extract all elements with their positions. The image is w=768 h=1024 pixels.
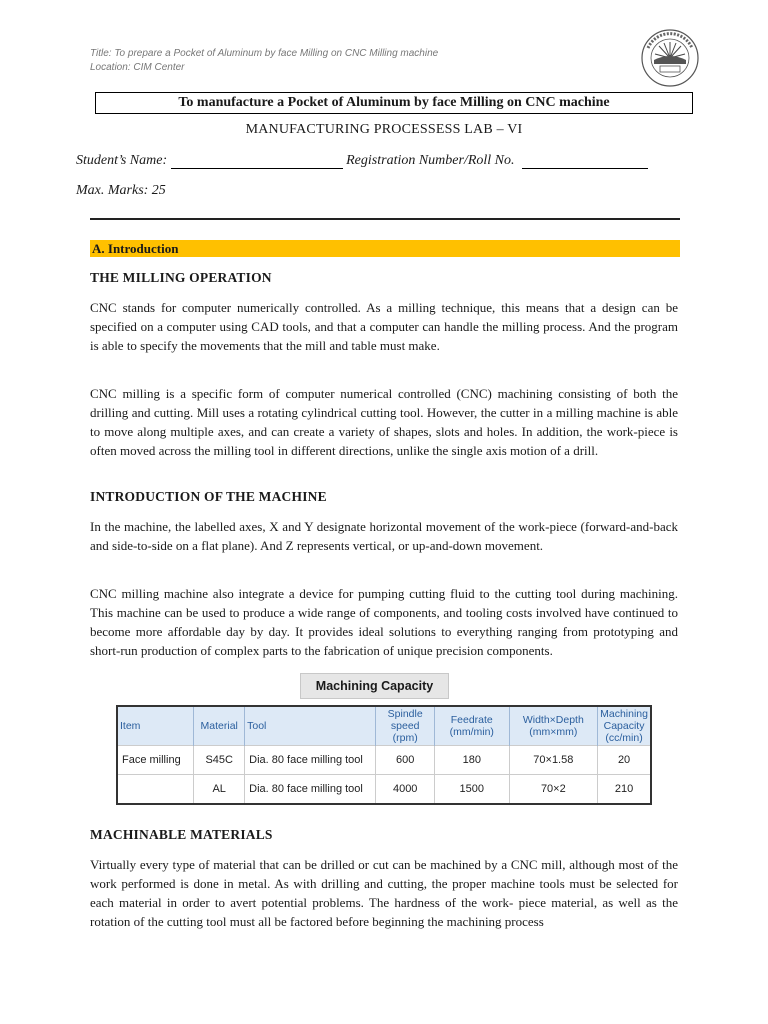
student-name-field[interactable] bbox=[171, 154, 343, 169]
student-name-label: Student’s Name: bbox=[76, 153, 168, 168]
table-row bbox=[117, 746, 651, 775]
table-cell: 70×1.58 bbox=[509, 746, 598, 775]
table-cell: 600 bbox=[376, 746, 435, 775]
heading-milling-operation: THE MILLING OPERATION bbox=[90, 270, 272, 285]
col-header-tool: Tool bbox=[245, 706, 376, 746]
table-cell: Dia. 80 face milling tool bbox=[245, 775, 376, 805]
registration-label: Registration Number/Roll No. bbox=[346, 153, 515, 168]
table-cell: 70×2 bbox=[509, 775, 598, 805]
header-title: Title: To prepare a Pocket of Aluminum by face Milling on CNC Milling machine bbox=[90, 48, 439, 59]
table-cell: 1500 bbox=[435, 775, 510, 805]
col-header-feedrate: Feedrate (mm/min) bbox=[435, 706, 510, 746]
col-header-spindle-speed: Spindle speed (rpm) bbox=[376, 706, 435, 746]
paragraph-machine-1: In the machine, the labelled axes, X and Y designate horizontal movement of the work-piece (forward-and-back and side-to-side on a flat plane). And Z represents vertical, or up-and-down movement. bbox=[90, 519, 678, 553]
paragraph-milling-2: CNC milling is a specific form of computer numerical controlled (CNC) machining consisting of both the drilling and cutting. Mill uses a rotating cylindrical cutting tool. However, the cutter in a milling machine is able to move along multiple axes, and can create a variety of shapes, slots and holes. In addition, the work-piece is often moved across the milling tool in different directions, unlike the single axis motion of a drill. bbox=[90, 386, 678, 458]
divider bbox=[90, 218, 680, 220]
student-info-line bbox=[76, 153, 648, 169]
table-cell: 180 bbox=[435, 746, 510, 775]
document-title-box: To manufacture a Pocket of Aluminum by face Milling on CNC machine bbox=[95, 92, 693, 114]
header-location: Location: CIM Center bbox=[90, 62, 185, 73]
col-header-width-depth: Width×Depth (mm×mm) bbox=[509, 706, 598, 746]
university-logo-icon bbox=[640, 28, 700, 88]
section-heading-introduction bbox=[90, 240, 680, 257]
heading-introduction-machine: INTRODUCTION OF THE MACHINE bbox=[90, 489, 327, 504]
machining-capacity-label: Machining Capacity bbox=[300, 673, 449, 699]
table-header-row bbox=[117, 706, 651, 746]
table-cell: 4000 bbox=[376, 775, 435, 805]
table-cell: 210 bbox=[598, 775, 651, 805]
col-header-item: Item bbox=[117, 706, 194, 746]
table-row bbox=[117, 775, 651, 805]
paragraph-materials-1: Virtually every type of material that can be drilled or cut can be machined by a CNC mill, although most of the work performed is done in metal. As with drilling and cutting, the proper machine tools must be selected for each material in order to avert potential problems. The hardness of the work- piece material, as well as the rotation of the cutting tool must all be factored before beginning the machining process bbox=[90, 857, 678, 929]
section-heading-label: A. Introduction bbox=[92, 241, 179, 256]
table-cell: 20 bbox=[598, 746, 651, 775]
table-cell: AL bbox=[194, 775, 245, 805]
registration-field[interactable] bbox=[522, 154, 648, 169]
paragraph-milling-1: CNC stands for computer numerically controlled. As a milling technique, this means that a design can be specified on a computer using CAD tools, and that a computer can handle the milling process. And the program is able to specify the movements that the mill and table must make. bbox=[90, 300, 678, 353]
max-marks: Max. Marks: 25 bbox=[76, 183, 166, 198]
table-cell: Dia. 80 face milling tool bbox=[245, 746, 376, 775]
table-cell: S45C bbox=[194, 746, 245, 775]
paragraph-machine-2: CNC milling machine also integrate a device for pumping cutting fluid to the cutting tool during machining. This machine can be used to produce a wide range of components, and tooling costs involved have continued to become more affordable day by day. It provides ideal solutions to everything ranging from prototyping and short-run production of complex parts to the fabrication of unique precision components. bbox=[90, 586, 678, 658]
table-cell: Face milling bbox=[117, 746, 194, 775]
machining-capacity-table bbox=[116, 705, 652, 805]
lab-title: MANUFACTURING PROCESSESS LAB – VI bbox=[245, 122, 523, 137]
heading-machinable-materials: MACHINABLE MATERIALS bbox=[90, 827, 273, 842]
table-cell bbox=[117, 775, 194, 805]
col-header-material: Material bbox=[194, 706, 245, 746]
col-header-capacity: Machining Capacity (cc/min) bbox=[598, 706, 651, 746]
